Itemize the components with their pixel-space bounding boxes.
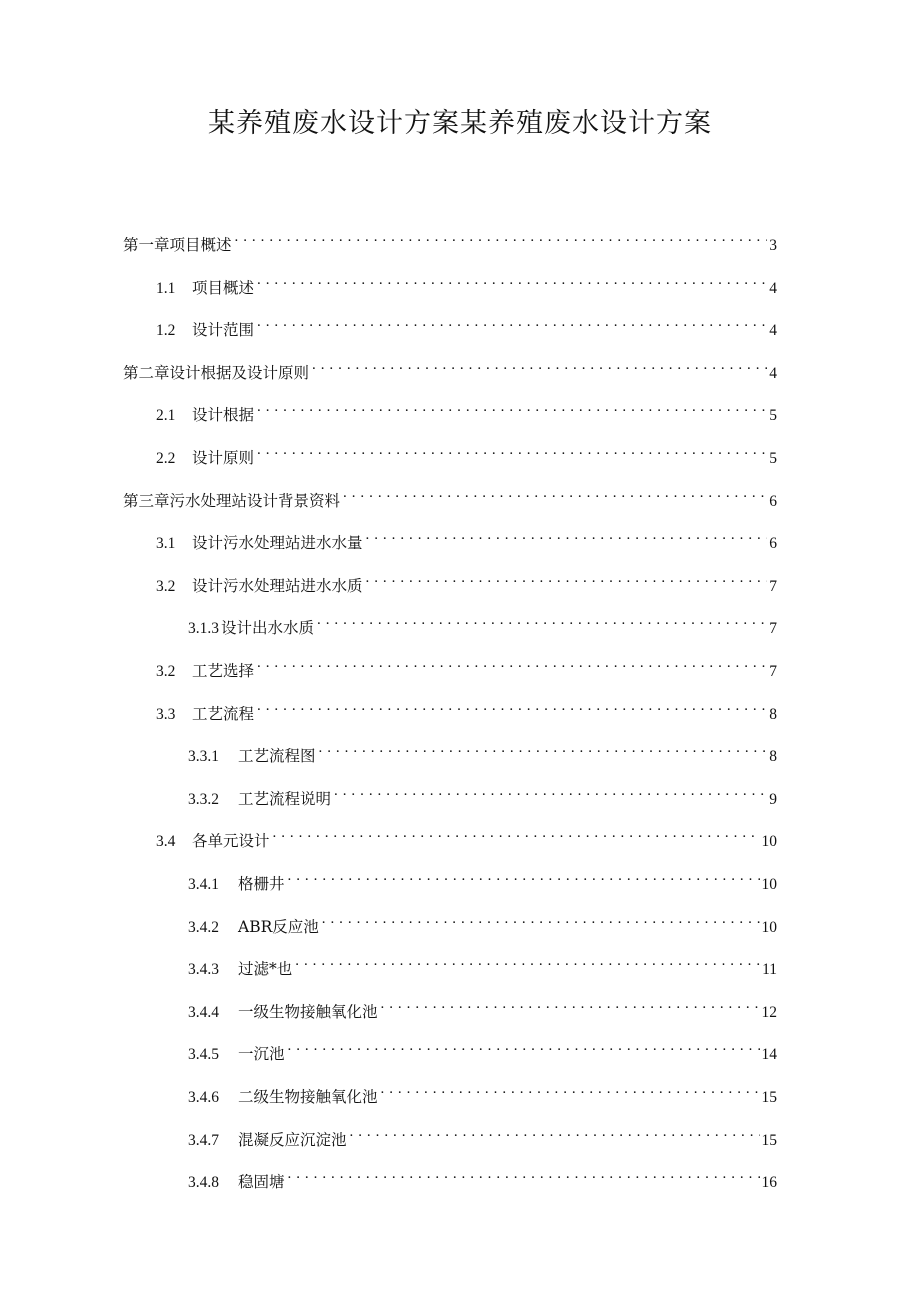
toc-dot-leader bbox=[381, 991, 760, 1017]
toc-entry[interactable] bbox=[188, 607, 777, 638]
toc-entry-page-number: 15 bbox=[761, 1131, 777, 1149]
toc-entry-number: 3.4.6 bbox=[188, 1089, 219, 1106]
toc-entry-page-number: 8 bbox=[769, 705, 777, 723]
toc-entry[interactable] bbox=[123, 480, 777, 510]
toc-entry-number: 3.4.7 bbox=[188, 1131, 219, 1149]
toc-dot-leader bbox=[317, 607, 767, 633]
toc-entry[interactable] bbox=[156, 693, 777, 723]
toc-entry-label: 设计污水处理站进水水质 bbox=[192, 576, 363, 595]
toc-entry-label: 稳固塘 bbox=[238, 1173, 285, 1192]
toc-entry-page-number: 4 bbox=[769, 364, 777, 382]
toc-entry[interactable] bbox=[188, 863, 777, 893]
toc-entry-number: 1.2 bbox=[156, 322, 176, 340]
toc-entry[interactable] bbox=[156, 522, 777, 553]
toc-dot-leader bbox=[257, 267, 767, 293]
toc-entry-number: 3.3 bbox=[156, 705, 176, 723]
toc-entry-page-number: 3 bbox=[769, 237, 777, 254]
toc-entry[interactable] bbox=[156, 650, 777, 680]
toc-entry-page-number: 7 bbox=[769, 663, 777, 680]
toc-dot-leader bbox=[334, 778, 767, 804]
toc-entry-label: 设计原则 bbox=[192, 449, 255, 467]
toc-entry-number: 3.4 bbox=[156, 833, 176, 851]
toc-entry-page-number: 6 bbox=[769, 535, 777, 553]
toc-entry-label: 一沉池 bbox=[238, 1045, 285, 1064]
toc-entry-label: 第一章项目概述 bbox=[123, 236, 232, 254]
toc-entry-number: 3.3.1 bbox=[188, 748, 219, 766]
toc-entry[interactable] bbox=[156, 394, 777, 425]
toc-entry-label: 项目概述 bbox=[192, 278, 255, 297]
toc-entry-label: 一级生物接触氧化池 bbox=[238, 1002, 378, 1021]
toc-entry-label: 格栅井 bbox=[238, 875, 285, 893]
toc-entry[interactable] bbox=[123, 224, 777, 254]
toc-entry[interactable] bbox=[156, 437, 777, 467]
toc-entry[interactable] bbox=[188, 948, 777, 979]
toc-entry-page-number: 14 bbox=[761, 1046, 777, 1064]
toc-entry-page-number: 10 bbox=[761, 876, 777, 893]
toc-dot-leader bbox=[257, 309, 767, 335]
toc-dot-leader bbox=[319, 735, 768, 761]
toc-entry-page-number: 12 bbox=[761, 1003, 777, 1021]
toc-entry-label: 各单元设计 bbox=[192, 832, 270, 851]
toc-entry-label: 设计污水处理站进水水量 bbox=[192, 534, 363, 553]
toc-entry-number: 3.4.2 bbox=[188, 918, 219, 936]
toc-entry-number: 2.1 bbox=[156, 407, 176, 425]
toc-dot-leader bbox=[312, 352, 767, 378]
toc-entry-label: 设计根据 bbox=[192, 406, 255, 425]
toc-entry-page-number: 5 bbox=[769, 450, 777, 467]
toc-dot-leader bbox=[288, 1033, 760, 1059]
toc-dot-leader bbox=[257, 394, 767, 420]
toc-entry-number: 3.1 bbox=[156, 535, 176, 553]
toc-dot-leader bbox=[235, 224, 768, 250]
toc-entry-page-number: 8 bbox=[769, 748, 777, 766]
toc-entry[interactable] bbox=[188, 735, 777, 766]
toc-dot-leader bbox=[288, 1161, 760, 1187]
toc-entry[interactable] bbox=[188, 1033, 777, 1064]
toc-entry-page-number: 10 bbox=[761, 918, 777, 936]
toc-entry-page-number: 16 bbox=[761, 1174, 777, 1192]
toc-entry-page-number: 9 bbox=[769, 790, 777, 808]
toc-entry-number: 3.4.8 bbox=[188, 1174, 219, 1192]
toc-dot-leader bbox=[366, 565, 768, 591]
toc-entry-page-number: 10 bbox=[761, 833, 777, 851]
toc-entry[interactable] bbox=[188, 778, 777, 808]
toc-entry[interactable] bbox=[188, 1161, 777, 1192]
toc-entry[interactable] bbox=[156, 565, 777, 595]
toc-entry-page-number: 4 bbox=[769, 279, 777, 297]
toc-entry[interactable] bbox=[188, 1119, 777, 1149]
toc-entry-number: 3.4.4 bbox=[188, 1003, 219, 1021]
toc-dot-leader bbox=[273, 820, 760, 846]
toc-entry-number: 3.2 bbox=[156, 663, 176, 680]
toc-entry-label: 工艺选择 bbox=[192, 662, 255, 680]
toc-entry-label: 工艺流程 bbox=[192, 704, 255, 723]
toc-entry-label: 工艺流程图 bbox=[238, 747, 316, 766]
toc-entry-number: 2.2 bbox=[156, 450, 176, 467]
toc-dot-leader bbox=[288, 863, 760, 889]
toc-entry-label: 过滤*也 bbox=[238, 960, 293, 979]
toc-entry[interactable] bbox=[188, 991, 777, 1021]
toc-entry-page-number: 4 bbox=[769, 322, 777, 340]
toc-entry-page-number: 7 bbox=[769, 620, 777, 638]
toc-entry-label: ABR反应池 bbox=[238, 917, 319, 936]
toc-entry[interactable] bbox=[156, 267, 777, 297]
toc-entry-page-number: 6 bbox=[769, 492, 777, 510]
toc-dot-leader bbox=[381, 1076, 760, 1102]
toc-entry-label: 第三章污水处理站设计背景资料 bbox=[123, 491, 341, 510]
toc-entry-number: 3.4.3 bbox=[188, 961, 219, 979]
toc-entry-label: 工艺流程说明 bbox=[238, 789, 332, 808]
toc-entry-number: 1.1 bbox=[156, 279, 176, 297]
toc-entry-number: 3.4.1 bbox=[188, 876, 219, 893]
toc-dot-leader bbox=[343, 480, 767, 506]
toc-entry-page-number: 15 bbox=[761, 1089, 777, 1106]
toc-dot-leader bbox=[257, 437, 767, 463]
toc-entry-number: 3.4.5 bbox=[188, 1046, 219, 1064]
toc-entry[interactable] bbox=[123, 352, 777, 382]
toc-dot-leader bbox=[366, 522, 768, 548]
toc-entry[interactable] bbox=[188, 1076, 777, 1106]
toc-entry-number: 3.3.2 bbox=[188, 790, 219, 808]
toc-entry-page-number: 7 bbox=[769, 577, 777, 595]
toc-entry[interactable] bbox=[156, 309, 777, 340]
toc-entry-page-number: 5 bbox=[769, 407, 777, 425]
toc-entry-label: 混凝反应沉淀池 bbox=[238, 1130, 347, 1149]
toc-entry-page-number: 11 bbox=[762, 961, 777, 979]
toc-entry[interactable] bbox=[156, 820, 777, 851]
toc-entry[interactable] bbox=[188, 906, 777, 936]
toc-dot-leader bbox=[257, 693, 767, 719]
toc-entry-label: 设计范围 bbox=[192, 321, 255, 340]
toc-dot-leader bbox=[350, 1119, 760, 1145]
toc-dot-leader bbox=[295, 948, 760, 974]
toc-entry-number: 3.2 bbox=[156, 577, 176, 595]
toc-entry-label: 第二章设计根据及设计原则 bbox=[123, 363, 310, 382]
toc-entry-number: 3.1.3 bbox=[188, 620, 219, 638]
toc-dot-leader bbox=[322, 906, 760, 932]
document-title: 某养殖废水设计方案某养殖废水设计方案 bbox=[208, 108, 712, 139]
toc-dot-leader bbox=[257, 650, 767, 676]
toc-entry-label: 二级生物接触氧化池 bbox=[238, 1088, 378, 1106]
toc-entry-label: 设计出水水质 bbox=[221, 619, 315, 638]
